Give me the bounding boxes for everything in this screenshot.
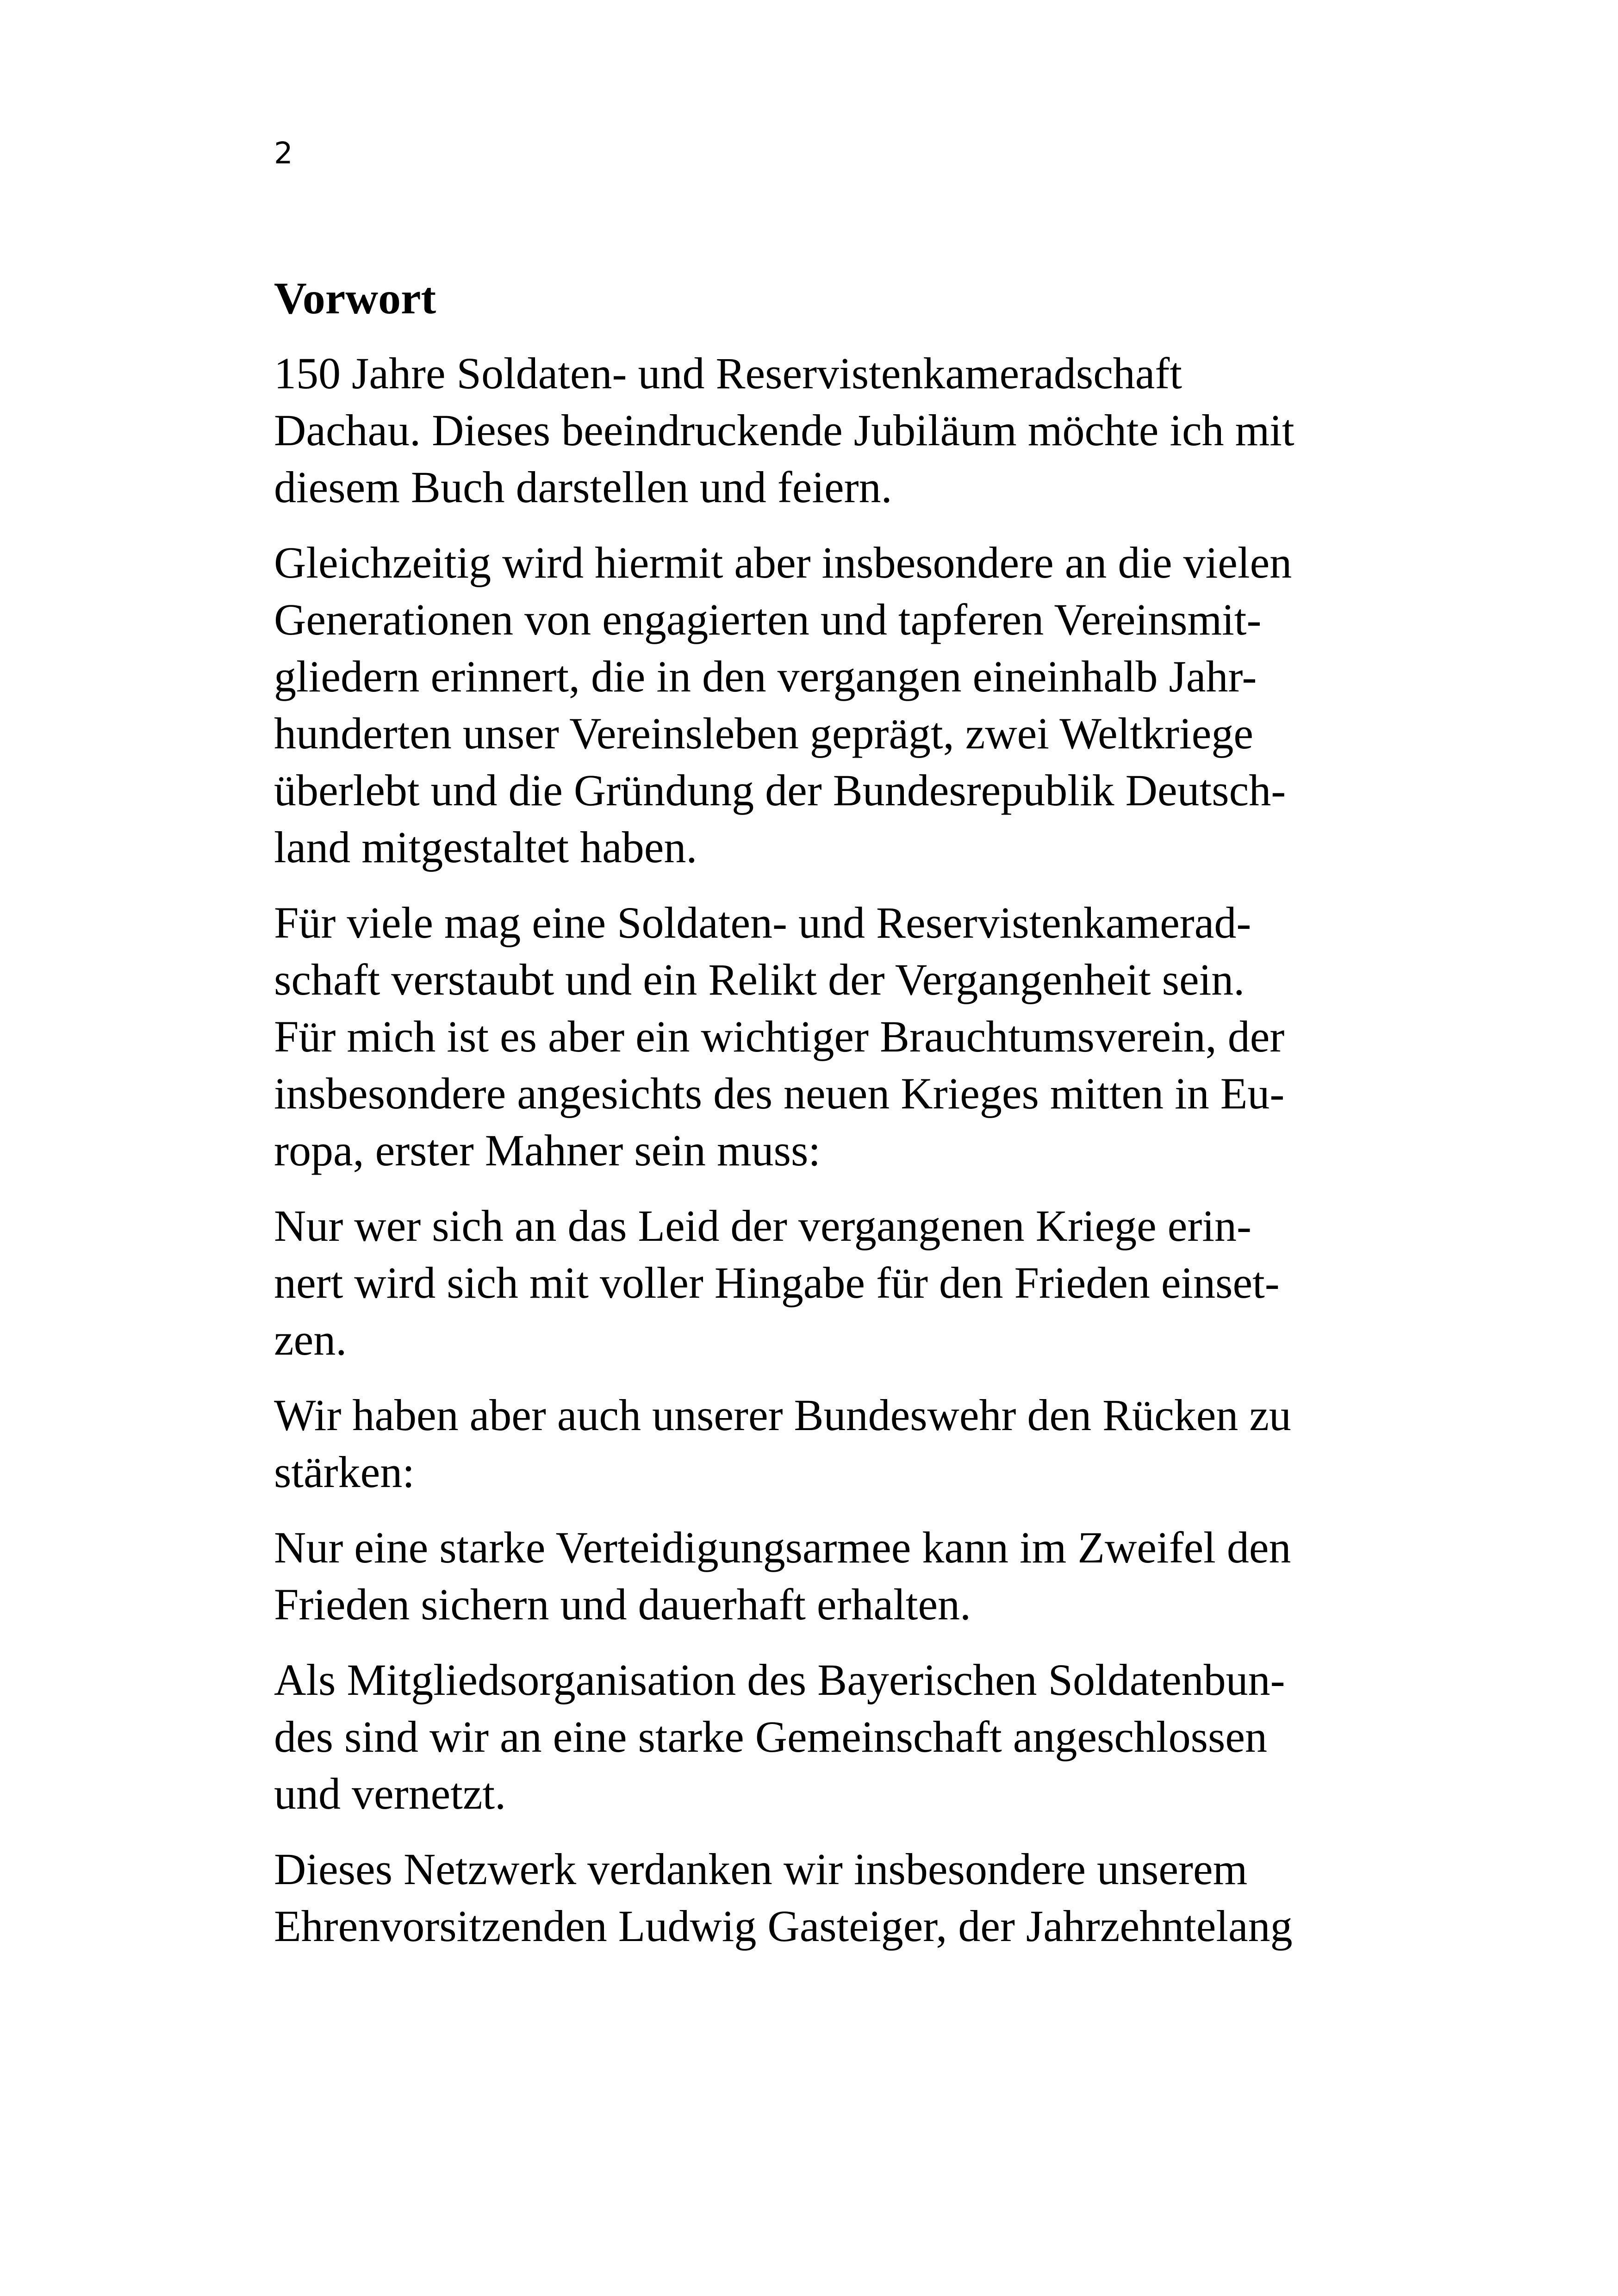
text-line: Ehrenvorsitzenden Ludwig Gasteiger, der Jahrzehntelang <box>274 1901 1293 1951</box>
text-line: Dieses Netzwerk verdanken wir insbesondere unserem <box>274 1844 1248 1894</box>
text-line: und vernetzt. <box>274 1769 506 1818</box>
text-line: gliedern erinnert, die in den vergangen eineinhalb Jahr- <box>274 652 1257 701</box>
paragraph <box>274 345 1357 516</box>
text-line: zen. <box>274 1315 347 1364</box>
text-line: Nur wer sich an das Leid der vergangenen Kriege erin- <box>274 1201 1251 1251</box>
document-body <box>274 271 1357 1973</box>
text-line: Nur eine starke Verteidigungsarmee kann im Zweifel den <box>274 1523 1291 1572</box>
text-line: land mitgestaltet haben. <box>274 822 697 872</box>
text-line: stärken: <box>274 1447 415 1497</box>
text-line: nert wird sich mit voller Hingabe für den Frieden einset- <box>274 1258 1280 1307</box>
text-line: diesem Buch darstellen und feiern. <box>274 462 892 512</box>
text-line: des sind wir an eine starke Gemeinschaft angeschlossen <box>274 1712 1267 1761</box>
text-line: Gleichzeitig wird hiermit aber insbesondere an die vielen <box>274 538 1292 587</box>
text-line: überlebt und die Gründung der Bundesrepublik Deutsch- <box>274 765 1286 815</box>
text-line: Als Mitgliedsorganisation des Bayerischen Soldatenbun- <box>274 1655 1285 1705</box>
text-line: ropa, erster Mahner sein muss: <box>274 1126 821 1175</box>
text-line: insbesondere angesichts des neuen Krieges mitten in Eu- <box>274 1069 1285 1118</box>
paragraph <box>274 1841 1357 1954</box>
paragraph-list <box>274 345 1357 1954</box>
text-line: Wir haben aber auch unserer Bundeswehr den Rücken zu <box>274 1390 1291 1440</box>
paragraph <box>274 1197 1357 1368</box>
text-line: Dachau. Dieses beeindruckende Jubiläum möchte ich mit <box>274 405 1294 455</box>
paragraph <box>274 1387 1357 1500</box>
text-line: Generationen von engagierten und tapferen Vereinsmit- <box>274 595 1262 644</box>
page-number: 2 <box>274 137 293 171</box>
text-line: 150 Jahre Soldaten- und Reservistenkameradschaft <box>274 348 1182 398</box>
text-line: hunderten unser Vereinsleben geprägt, zwei Weltkriege <box>274 709 1253 758</box>
section-heading: Vorwort <box>274 274 436 324</box>
paragraph <box>274 1519 1357 1633</box>
text-line: Für viele mag eine Soldaten- und Reservistenkamerad- <box>274 898 1251 947</box>
text-line: schaft verstaubt und ein Relikt der Vergangenheit sein. <box>274 955 1245 1004</box>
paragraph <box>274 534 1357 876</box>
paragraph <box>274 1651 1357 1822</box>
text-line: Für mich ist es aber ein wichtiger Brauchtumsverein, der <box>274 1012 1285 1061</box>
paragraph <box>274 894 1357 1179</box>
text-line: Frieden sichern und dauerhaft erhalten. <box>274 1580 971 1629</box>
